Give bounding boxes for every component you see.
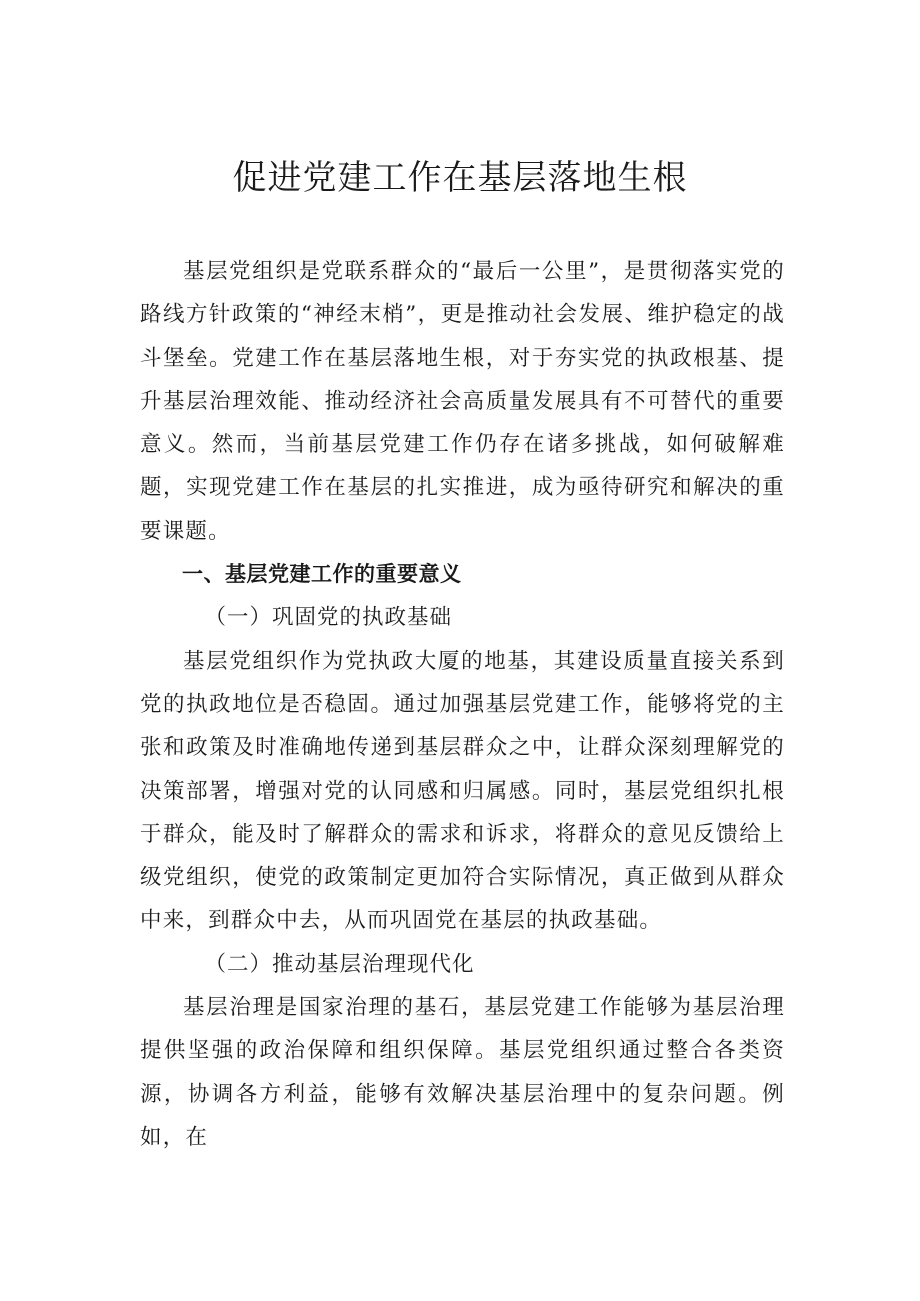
- section-heading: 一、基层党建工作的重要意义: [182, 562, 462, 587]
- document-body: [140, 250, 785, 1159]
- body-paragraph: 基层党组织作为党执政大厦的地基，其建设质量直接关系到党的执政地位是否稳固。通过加强基层党建工作，能够将党的主张和政策及时准确地传递到基层群众之中，让群众深刻理解党的决策部署，增强对党的认同感和归属感。同时，基层党组织扎根于群众，能及时了解群众的需求和诉求，将群众的意见反馈给上级党组织，使党的政策制定更加符合实际情况，真正做到从群众中来，到群众中去，从而巩固党在基层的执政基础。: [140, 648, 785, 934]
- body-paragraph: 基层治理是国家治理的基石，基层党建工作能够为基层治理提供坚强的政治保障和组织保障。基层党组织通过整合各类资源，协调各方利益，能够有效解决基层治理中的复杂问题。例如，在: [140, 995, 785, 1150]
- document-title: 促进党建工作在基层落地生根: [232, 158, 688, 198]
- subsection-heading: （二）推动基层治理现代化: [204, 951, 475, 977]
- subsection-heading: （一）巩固党的执政基础: [204, 605, 453, 631]
- intro-paragraph: 基层党组织是党联系群众的“最后一公里”，是贯彻落实党的路线方针政策的“神经末梢”，更是推动社会发展、维护稳定的战斗堡垒。党建工作在基层落地生根，对于夯实党的执政根基、提升基层治理效能、推动经济社会高质量发展具有不可替代的重要意义。然而，当前基层党建工作仍存在诸多挑战，如何破解难题，实现党建工作在基层的扎实推进，成为亟待研究和解决的重要课题。: [140, 259, 785, 544]
